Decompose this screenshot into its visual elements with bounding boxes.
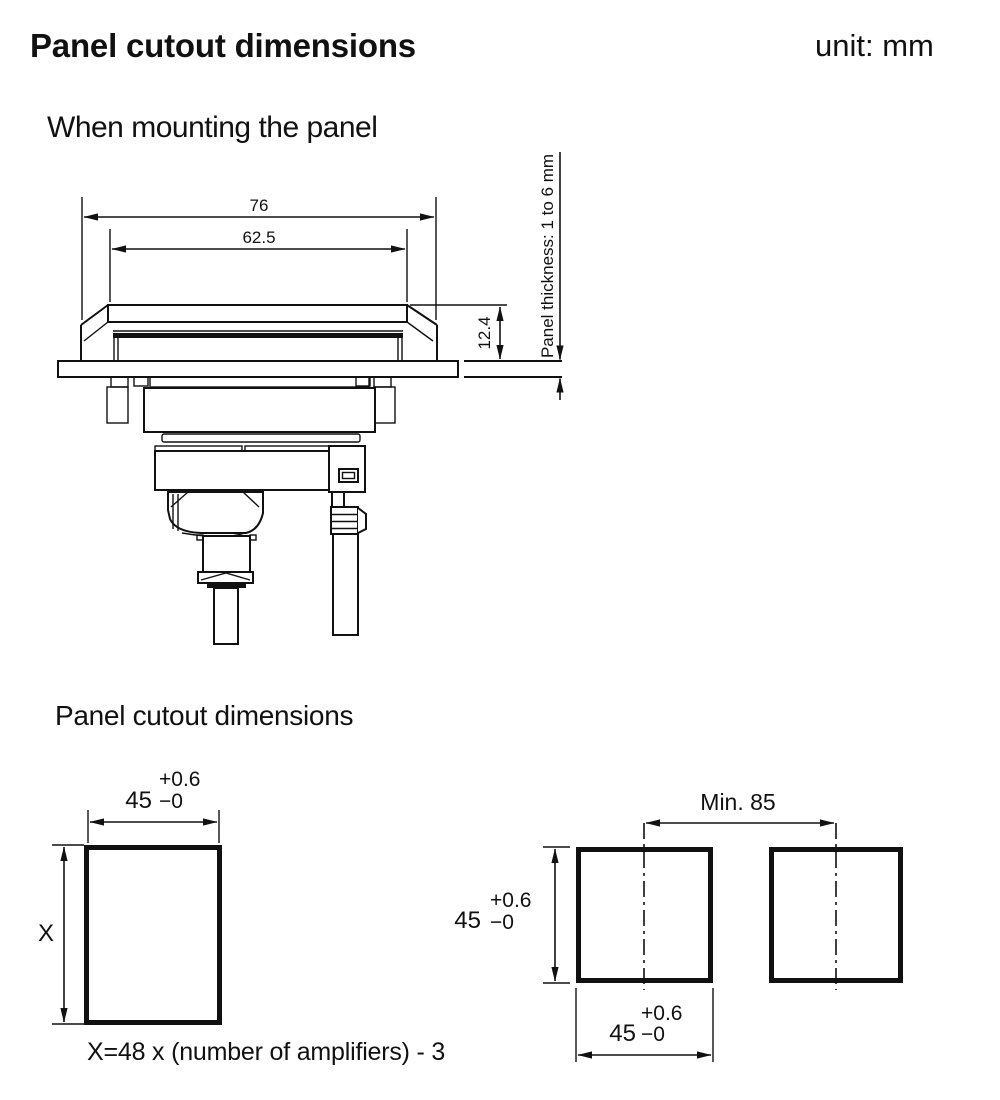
panel-thickness-note: Panel thickness: 1 to 6 mm	[538, 153, 557, 359]
dim-pair-width	[576, 988, 713, 1062]
round-connector	[168, 492, 263, 644]
rear-assembly	[107, 377, 395, 644]
dim-min-spacing	[646, 789, 834, 823]
dim-bezel-height-value: 12.4	[475, 316, 494, 350]
mounting-section-heading: When mounting the panel	[47, 111, 378, 144]
unit-label: unit: mm	[815, 28, 934, 63]
rear-case	[144, 388, 375, 432]
dim-cutout-width	[88, 768, 219, 843]
cable-outlet	[331, 492, 366, 635]
dim-panel-thickness	[538, 152, 560, 400]
pair-height-tol-plus: +0.6	[490, 889, 532, 912]
dim-outer-width	[82, 196, 436, 320]
pair-width-value: 45	[609, 1020, 636, 1047]
min-spacing-value: Min. 85	[700, 789, 776, 815]
dim-case-width-value: 62.5	[242, 228, 276, 247]
mounting-side-view	[58, 152, 562, 644]
dim-cutout-height-x	[38, 845, 84, 1024]
side-latch-block	[329, 446, 365, 492]
pair-height-value: 45	[454, 907, 481, 934]
pair-width-tol-minus: −0	[641, 1023, 665, 1046]
dim-case-width	[110, 228, 407, 302]
cutout-height-label: X	[37, 920, 55, 947]
dim-pair-height	[454, 847, 570, 983]
front-bezel	[81, 305, 437, 361]
dim-bezel-height	[410, 305, 507, 359]
terminal-block	[155, 451, 330, 490]
cutout-single-figure	[38, 768, 220, 1024]
pair-width-tol-plus: +0.6	[641, 1002, 683, 1025]
pair-height-tol-minus: −0	[490, 911, 514, 934]
mounting-clip-left	[107, 377, 128, 423]
mounting-clip-right	[374, 377, 395, 423]
panel-plate	[58, 361, 562, 377]
dim-outer-width-value: 76	[249, 196, 269, 215]
cutout-width-formula: X=48 x (number of amplifiers) - 3	[87, 1038, 446, 1066]
cutout-rectangle	[87, 848, 220, 1023]
page-title: Panel cutout dimensions	[30, 27, 416, 64]
cutout-section-heading: Panel cutout dimensions	[55, 700, 354, 731]
cutout-width-value: 45	[125, 787, 152, 814]
cutout-width-tol-minus: −0	[159, 790, 183, 813]
cutout-width-tol-plus: +0.6	[159, 768, 201, 791]
cutout-pair-figure	[454, 789, 900, 1062]
